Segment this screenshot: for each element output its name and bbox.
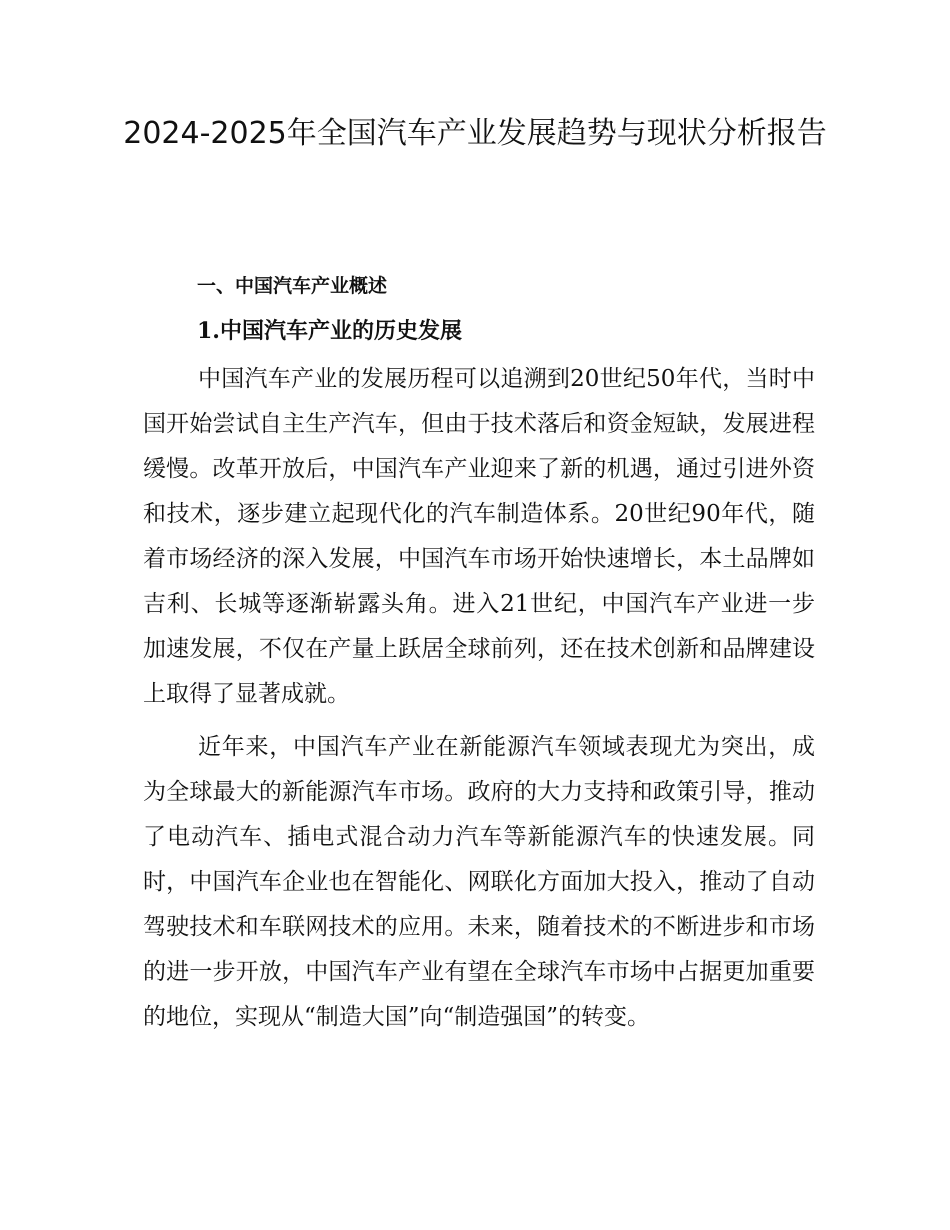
body-paragraph: 近年来，中国汽车产业在新能源汽车领域表现尤为突出，成为全球最大的新能源汽车市场。政府的大力支持和政策引导，推动了电动汽车、插电式混合动力汽车等新能源汽车的快速发展。同时，中国汽车企业也在智能化、网联化方面加大投入，推动了自动驾驶技术和车联网技术的应用。未来，随着技术的不断进步和市场的进一步开放，中国汽车产业有望在全球汽车市场中占据更加重要的地位，实现从“制造大国”向“制造强国”的转变。 <box>143 734 815 1030</box>
sub-heading: 1.中国汽车产业的历史发展 <box>197 318 462 344</box>
section-heading: 一、中国汽车产业概述 <box>197 275 388 297</box>
body-paragraph: 中国汽车产业的发展历程可以追溯到20世纪50年代，当时中国开始尝试自主生产汽车，但由于技术落后和资金短缺，发展进程缓慢。改革开放后，中国汽车产业迎来了新的机遇，通过引进外资和技术，逐步建立起现代化的汽车制造体系。20世纪90年代，随着市场经济的深入发展，中国汽车市场开始快速增长，本土品牌如吉利、长城等逐渐崭露头角。进入21世纪，中国汽车产业进一步加速发展，不仅在产量上跃居全球前列，还在技术创新和品牌建设上取得了显著成就。 <box>143 366 815 707</box>
document-title: 2024-2025年全国汽车产业发展趋势与现状分析报告 <box>123 116 827 151</box>
